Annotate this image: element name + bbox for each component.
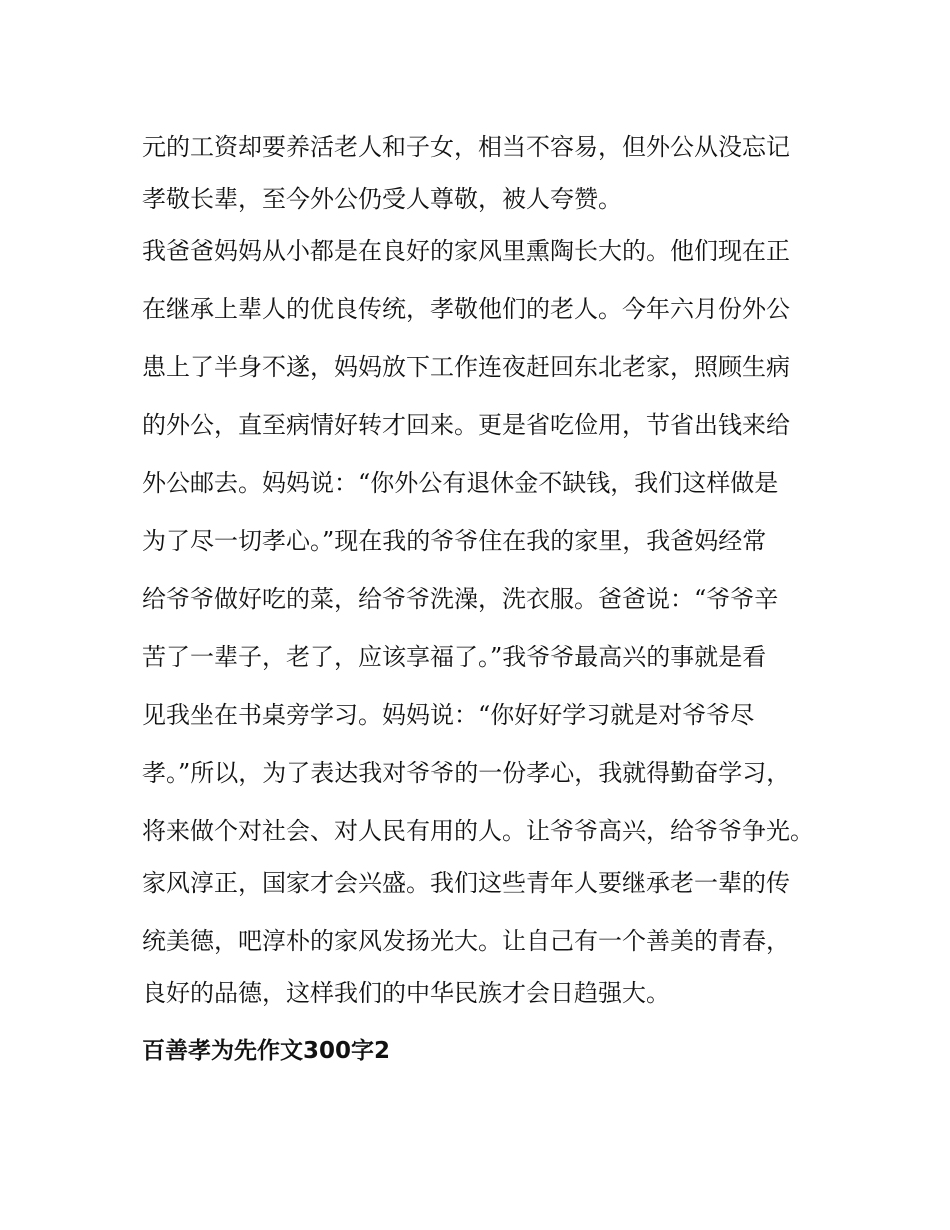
text-line-14: 家风淳正，国家才会兴盛。我们这些青年人要继承老一辈的传 (142, 869, 790, 897)
text-line-4: 在继承上辈人的优良传统，孝敬他们的老人。今年六月份外公 (142, 295, 790, 323)
text-line-3: 我爸爸妈妈从小都是在良好的家风里熏陶长大的。他们现在正 (142, 237, 790, 265)
text-line-11: 见我坐在书桌旁学习。妈妈说：“你好好学习就是对爷爷尽 (142, 701, 755, 729)
text-line-16: 良好的品德，这样我们的中华民族才会日趋强大。 (142, 979, 670, 1007)
document-body (142, 132, 842, 1066)
text-line-6: 的外公，直至病情好转才回来。更是省吃俭用，节省出钱来给 (142, 411, 790, 439)
text-line-1: 元的工资却要养活老人和子女，相当不容易，但外公从没忘记 (142, 133, 790, 161)
text-line-9: 给爷爷做好吃的菜，给爷爷洗澡，洗衣服。爸爸说：“爷爷辛 (142, 585, 779, 613)
text-line-15: 统美德，吧淳朴的家风发扬光大。让自己有一个善美的青春， (142, 927, 790, 955)
text-line-12: 孝。”所以，为了表达我对爷爷的一份孝心，我就得勤奋学习， (142, 759, 791, 787)
section-heading: 百善孝为先作文300字2 (142, 1038, 391, 1064)
text-line-7: 外公邮去。妈妈说：“你外公有退休金不缺钱，我们这样做是 (142, 469, 779, 497)
text-line-2: 孝敬长辈，至今外公仍受人尊敬，被人夸赞。 (142, 185, 622, 213)
text-line-5: 患上了半身不遂，妈妈放下工作连夜赶回东北老家，照顾生病 (142, 353, 790, 381)
text-line-8: 为了尽一切孝心。”现在我的爷爷住在我的家里，我爸妈经常 (142, 527, 767, 555)
text-line-10: 苦了一辈子，老了，应该享福了。”我爷爷最高兴的事就是看 (142, 643, 767, 671)
text-line-13: 将来做个对社会、对人民有用的人。让爷爷高兴，给爷爷争光。 (142, 817, 814, 845)
